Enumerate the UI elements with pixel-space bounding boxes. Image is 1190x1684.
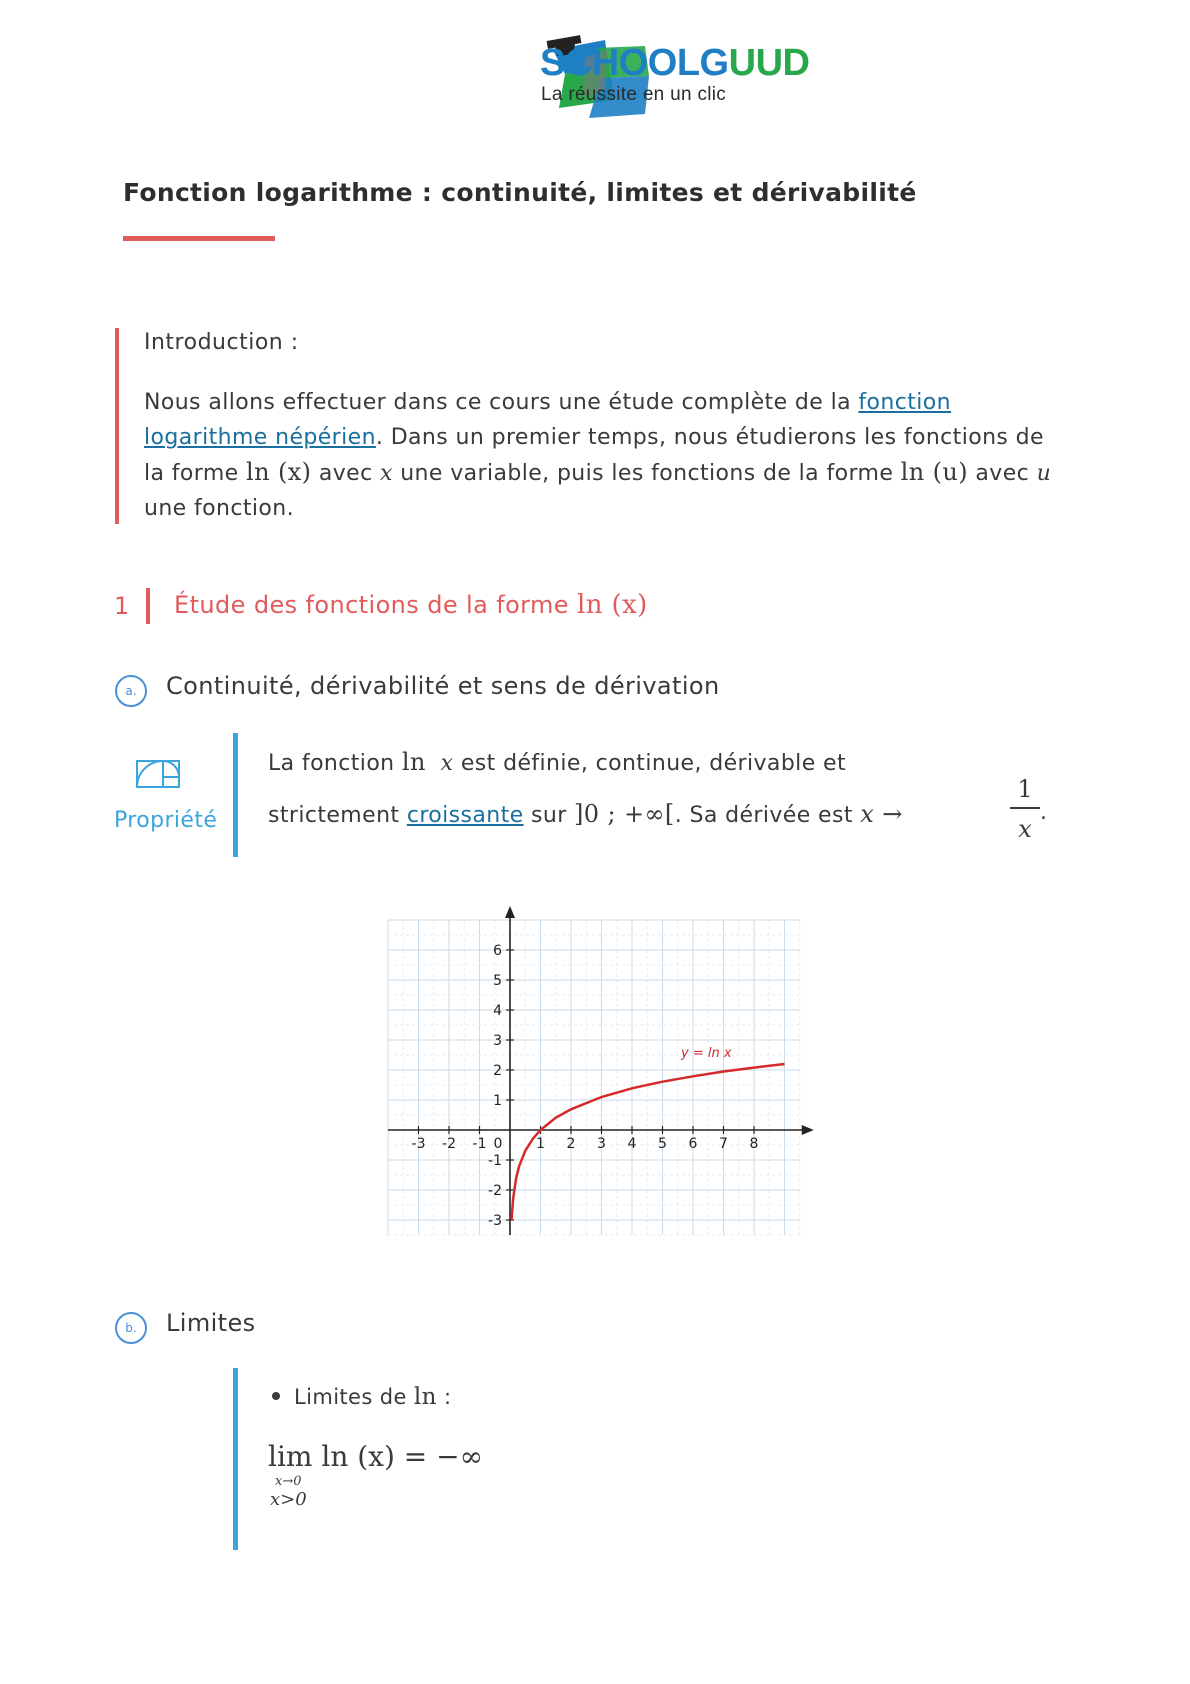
property-end-period: .: [1040, 800, 1047, 825]
limits-item-text: Limites de: [294, 1385, 414, 1409]
math-var-x: x: [440, 751, 454, 776]
ln-curve: [512, 1064, 785, 1220]
intro-heading: Introduction :: [144, 330, 299, 355]
bullet: [272, 1392, 280, 1400]
y-tick-label: 6: [493, 943, 502, 959]
property-text: La fonction: [268, 751, 402, 776]
property-text: sur: [523, 803, 575, 828]
x-tick-label: 0: [493, 1136, 503, 1152]
brand-name: SCHOOLGUUD: [540, 42, 810, 84]
x-tick-label: 3: [597, 1136, 606, 1152]
x-tick-label: 5: [658, 1136, 667, 1152]
math-var-u: u: [1036, 461, 1052, 486]
math-ln-x: ln (x): [246, 458, 312, 486]
page-title: Fonction logarithme : continuité, limites et dérivabilité: [123, 178, 917, 207]
intro-text: Nous allons effectuer dans ce cours une étude complète de la: [144, 390, 859, 415]
y-axis-arrow: [505, 906, 515, 918]
intro-accent-bar: [115, 328, 119, 524]
section-number: 1: [114, 592, 130, 620]
intro-text: avec: [968, 461, 1037, 486]
fraction-bar: [1010, 807, 1040, 809]
y-tick-label: 1: [493, 1093, 502, 1109]
x-tick-label: 6: [688, 1136, 698, 1152]
y-tick-label: 4: [493, 1003, 502, 1019]
brand-tagline: La réussite en un clic: [541, 84, 727, 105]
limit-subscript-1: x→0: [275, 1474, 302, 1489]
property-line-1: [268, 748, 846, 776]
y-tick-label: 2: [493, 1063, 502, 1079]
curve-label: y = ln x: [681, 1046, 732, 1061]
link-croissante[interactable]: croissante: [406, 803, 524, 828]
y-tick-label: -3: [488, 1213, 502, 1229]
math-var-x: x: [379, 461, 393, 486]
intro-text: une fonction.: [144, 496, 294, 521]
y-tick-label: 5: [493, 973, 502, 989]
math-mapping: x →: [860, 800, 903, 828]
ln-graph: [360, 880, 830, 1250]
x-tick-label: 4: [627, 1136, 637, 1152]
x-tick-label: 8: [749, 1136, 759, 1152]
subsection-title-b: Limites: [166, 1309, 256, 1337]
section-title: [174, 590, 648, 620]
limit-equation: lim ln (x) = −∞: [268, 1440, 483, 1473]
intro-paragraph: [144, 385, 1064, 526]
subsection-title-a: Continuité, dérivabilité et sens de dérivation: [166, 672, 720, 700]
intro-text: une variable, puis les fonctions de la forme: [392, 461, 901, 486]
limits-list-item: [272, 1384, 451, 1410]
limits-item-text: :: [436, 1385, 452, 1409]
math-ln: ln: [401, 748, 426, 776]
graph-grid: [388, 920, 800, 1235]
fraction-denominator: x: [1018, 815, 1032, 843]
intro-text: avec: [311, 461, 380, 486]
link-fonction-logarithme[interactable]: fonction logarithme népérien: [144, 390, 951, 450]
subsection-badge-b: b.: [115, 1312, 147, 1344]
fraction-numerator: 1: [1017, 775, 1033, 803]
x-tick-label: -2: [442, 1136, 456, 1152]
limits-accent-bar: [233, 1368, 238, 1550]
y-tick-label: -1: [488, 1153, 502, 1169]
property-text: . Sa dérivée est: [674, 803, 861, 828]
property-text: est définie, continue, dérivable et: [453, 751, 846, 776]
golden-ratio-icon: [136, 760, 180, 788]
property-label: Propriété: [114, 808, 218, 833]
derivative-fraction: [1010, 775, 1040, 843]
title-underline: [123, 236, 275, 241]
section-title-math: ln (x): [576, 590, 648, 620]
y-tick-label: 3: [493, 1033, 502, 1049]
x-tick-label: 7: [719, 1136, 728, 1152]
x-tick-label: -1: [472, 1136, 487, 1152]
property-accent-bar: [233, 733, 238, 857]
math-ln: ln: [413, 1384, 437, 1410]
x-axis-arrow: [802, 1125, 814, 1135]
intro-text: . Dans un premier temps, nous étudierons les fonctions de la forme: [144, 425, 1044, 486]
graph-ticks: [412, 943, 759, 1229]
property-text: strictement: [268, 803, 407, 828]
section-title-text: Étude des fonctions de la forme: [174, 591, 577, 619]
section-accent-bar: [146, 588, 150, 624]
property-line-2: [268, 800, 903, 828]
limit-subscript-2: x>0: [270, 1489, 307, 1510]
subsection-badge-a: a.: [115, 675, 147, 707]
x-tick-label: 1: [536, 1136, 545, 1152]
x-tick-label: -3: [411, 1136, 426, 1152]
math-ln-u: ln (u): [900, 458, 969, 486]
y-tick-label: -2: [488, 1183, 502, 1199]
math-interval: ]0 ; +∞[: [574, 800, 675, 828]
x-tick-label: 2: [566, 1136, 576, 1152]
